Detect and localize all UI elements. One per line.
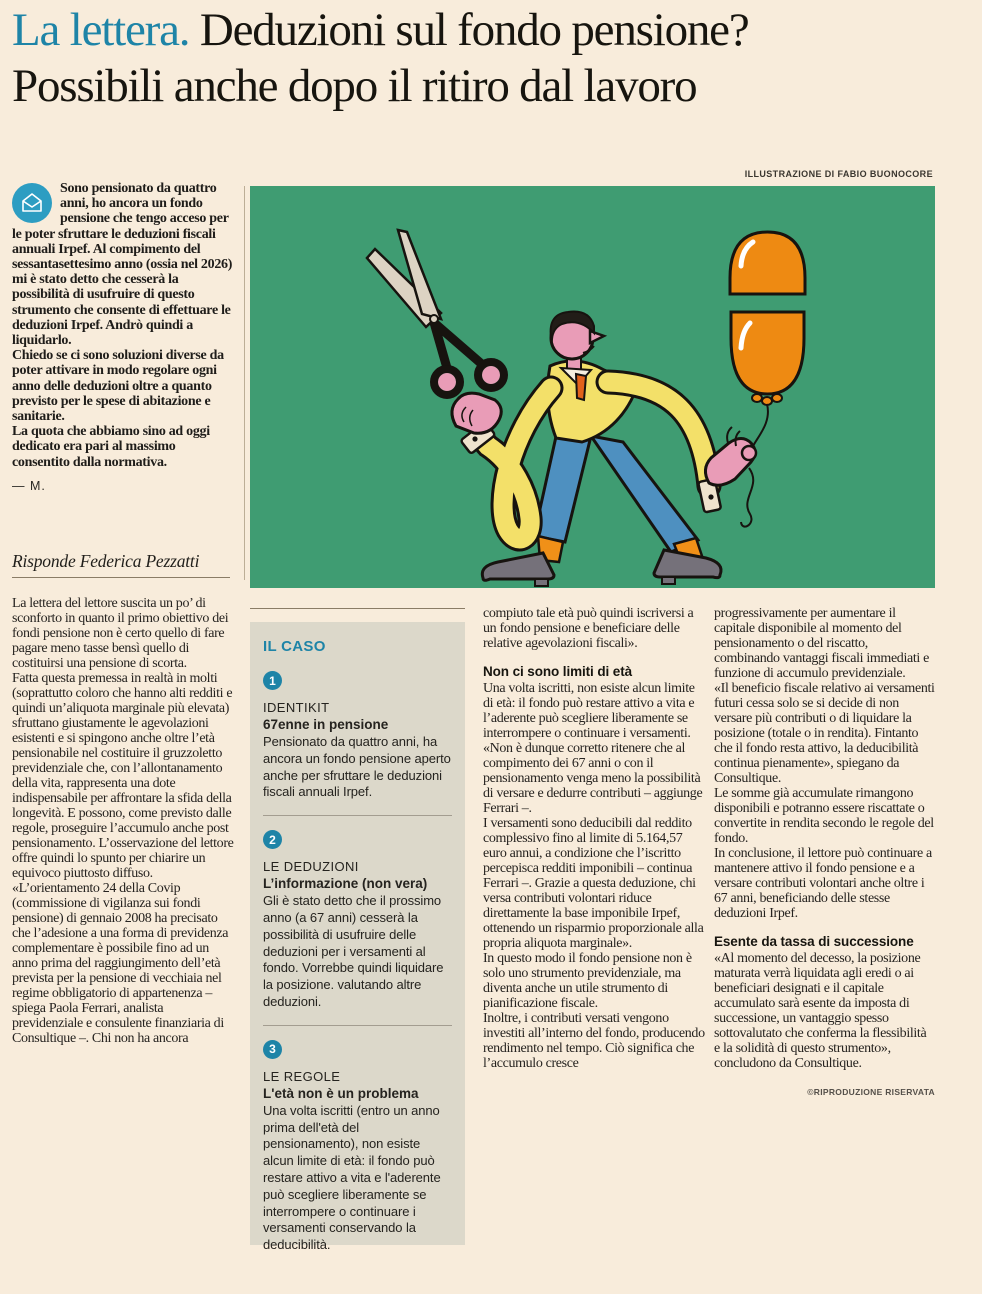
article-paragraph: «L’orientamento 24 della Covip (commissione di vigilanza sui fondi pensione) di gennaio 2008 ha precisato che l’adesione a una forma di previdenza complementare è possibile fino ad un anno prima del raggiungimento dell’età prevista per la pensione di vecchiaia nel regime obbligatorio di appartenenza – spiega Paola Ferrari, analista previdenziale e consulente finanziaria di Consultique –. Chi non ha ancora (12, 881, 229, 1046)
article-paragraph: compiuto tale età può quindi iscriversi a un fondo pensione e beneficiare delle relative agevolazioni fiscali». (483, 606, 694, 651)
article-subhead: Non ci sono limiti di età (483, 664, 633, 679)
number-badge: 3 (263, 1040, 282, 1059)
article-paragraph: Fatta questa premessa in realtà in molti (soprattutto coloro che hanno alti redditi e quindi un’aliquota marginale più elevata) sfruttano giustamente le agevolazioni esistenti e si spingono anche oltre l’età pensionabile nel costituire il gruzzoletto previdenziale che, con l’allontanamento della vita, rappresenta una dote indispensabile per affrontare la sfida della longevità. E possono, come previsto dalle regole, proseguire l’accumulo anche post pensionamento. L’osservazione del lettore offre quindi lo spunto per chiarire un equivoco piuttosto diffuso. (12, 671, 234, 881)
article-paragraph: Inoltre, i contributi versati vengono investiti all’interno del fondo, producendo rendimento nel tempo. Ciò significa che l’accumulo cresce (483, 1011, 705, 1071)
case-item-text: Una volta iscritti (entro un anno prima dell'età del pensionamento), non esiste alcun limite di età: il fondo può restare attivo a vita e l'aderente può scegliere liberamente se interrompere o continuare i versamenti conservando la deducibilità. (263, 1102, 441, 1253)
case-box-rule (250, 608, 465, 609)
article-paragraph: La lettera del lettore suscita un po’ di sconforto in quanto il primo obiettivo dei fondi pensione non è certo quello di fare pagare meno tasse bensì quello di costituirsi una pensione di scorta. (12, 596, 229, 671)
headline-line2: Possibili anche dopo il ritiro dal lavoro (12, 60, 697, 112)
article-paragraph: In conclusione, il lettore può continuare a mantenere attivo il fondo pensione e a versare contributi volontari anche oltre i 67 anni, beneficiando delle stesse deduzioni Irpef. (714, 846, 932, 921)
article-column-4 (714, 606, 935, 1292)
number-badge: 1 (263, 671, 282, 690)
envelope-icon (12, 183, 52, 223)
case-item-heading: L’informazione (non vera) (263, 876, 428, 892)
article-paragraph: Le somme già accumulate rimangono disponibili e potranno essere riscattate o convertite in rendita secondo le regole del fondo. (714, 786, 934, 846)
case-box (250, 622, 465, 1253)
letter-paragraph: Chiedo se ci sono soluzioni diverse da poter attivare in modo regolare ogni anno delle deduzioni oltre a quanto previsto per le spese di abitazione e sanitarie. (12, 348, 224, 425)
illustration-svg (250, 186, 935, 588)
reader-letter (12, 181, 236, 494)
case-item (263, 830, 452, 1011)
case-item-heading: 67enne in pensione (263, 717, 389, 732)
case-item (263, 1040, 452, 1254)
case-box-title: IL CASO (263, 638, 326, 655)
letter-paragraph: Sono pensionato da quattro anni, ho ancora un fondo pensione che tengo acceso per le poter sfruttare le deduzioni fiscali annuali Irpef. Al compimento del sessantasettesimo anno (ossia nel 2026) mi è stato detto che cesserà la possibilità di usufruire di questo strumento che consente di effettuare le deduzioni Irpef. Andrò quindi a liquidarlo. (12, 181, 233, 349)
case-divider (263, 1025, 452, 1026)
responder-byline: Risponde Federica Pezzatti (12, 551, 200, 571)
article-column-1 (12, 596, 236, 1292)
case-item (263, 671, 452, 801)
article-paragraph: «Il beneficio fiscale relativo ai versamenti futuri cessa solo se si decide di non versare più contributi o di liquidare la posizione (totale o in rendita). Fintanto che il fondo resta attivo, la deducibilità continua pienamente», spiegano da Consultique. (714, 681, 935, 786)
article-subhead: Esente da tassa di successione (714, 934, 914, 949)
article-paragraph: Una volta iscritti, non esiste alcun limite di età: il fondo può restare attivo a vita e l’aderente può scegliere liberamente se interrompere o continuare i versamenti. «Non è dunque corretto ritenere che al compimento dei 67 anni o con il pensionamento venga meno la possibilità di versare e dedurre contributi – aggiunge Ferrari –. (483, 681, 703, 816)
article-paragraph: I versamenti sono deducibili dal reddito complessivo fino al limite di 5.164,57 euro annui, a condizione che l’iscritto percepisca redditi imponibili – continua Ferrari –. Grazie a questa deduzione, chi versa contributi volontari riduce direttamente la base imponibile Irpef, ottenendo un risparmio proporzionale alla propria aliquota marginale». (483, 816, 704, 951)
letter-paragraph: La quota che abbiamo sino ad oggi dedicato era pari al massimo consentito dalla normativa. (12, 424, 210, 470)
letter-signature: — M. (12, 478, 46, 493)
column-divider (244, 186, 245, 580)
illustration-credit: ILLUSTRAZIONE DI FABIO BUONOCORE (744, 169, 933, 179)
case-item-heading: L'età non è un problema (263, 1085, 419, 1101)
case-item-label: IDENTIKIT (263, 700, 330, 715)
page-title (12, 2, 962, 114)
case-divider (263, 815, 452, 816)
envelope-glyph (20, 192, 44, 214)
case-item-label: LE DEDUZIONI (263, 859, 359, 875)
case-item-label: LE REGOLE (263, 1068, 341, 1084)
copyright-notice: ©RIPRODUZIONE RISERVATA (807, 1087, 935, 1097)
number-badge: 2 (263, 830, 282, 849)
illustration (250, 186, 935, 588)
case-item-text: Pensionato da quattro anni, ha ancora un fondo pensione aperto anche per sfruttare le deduzioni fiscali annuali Irpef. (263, 734, 451, 800)
byline-rule (12, 577, 230, 578)
headline-kicker: La lettera. (12, 4, 190, 56)
case-item-text: Gli è stato detto che il prossimo anno (a 67 anni) cesserà la possibilità di usufruire delle deduzioni per i versamenti al fondo. Vorrebbe quindi liquidare la posizione. valutando altre deduzioni. (263, 893, 444, 1009)
headline-line1 (12, 2, 962, 58)
article-paragraph: In questo modo il fondo pensione non è solo uno strumento previdenziale, ma diventa anche un utile strumento di pianificazione fiscale. (483, 951, 692, 1011)
article-paragraph: «Al momento del decesso, la posizione maturata verrà liquidata agli eredi o ai beneficiari designati e il capitale accumulato sarà esente da imposta di successione, un vantaggio spesso sottovalutato che conferma la flessibilità e la solidità di questo strumento», concludono da Consultique. (714, 951, 927, 1071)
headline-line1-text: Deduzioni sul fondo pensione? (189, 4, 749, 56)
article-paragraph: progressivamente per aumentare il capitale disponibile al momento del pensionamento o del riscatto, combinando vantaggi fiscali immediati e funzione di accumulo previdenziale. (714, 606, 929, 681)
article-column-3 (483, 606, 705, 1292)
